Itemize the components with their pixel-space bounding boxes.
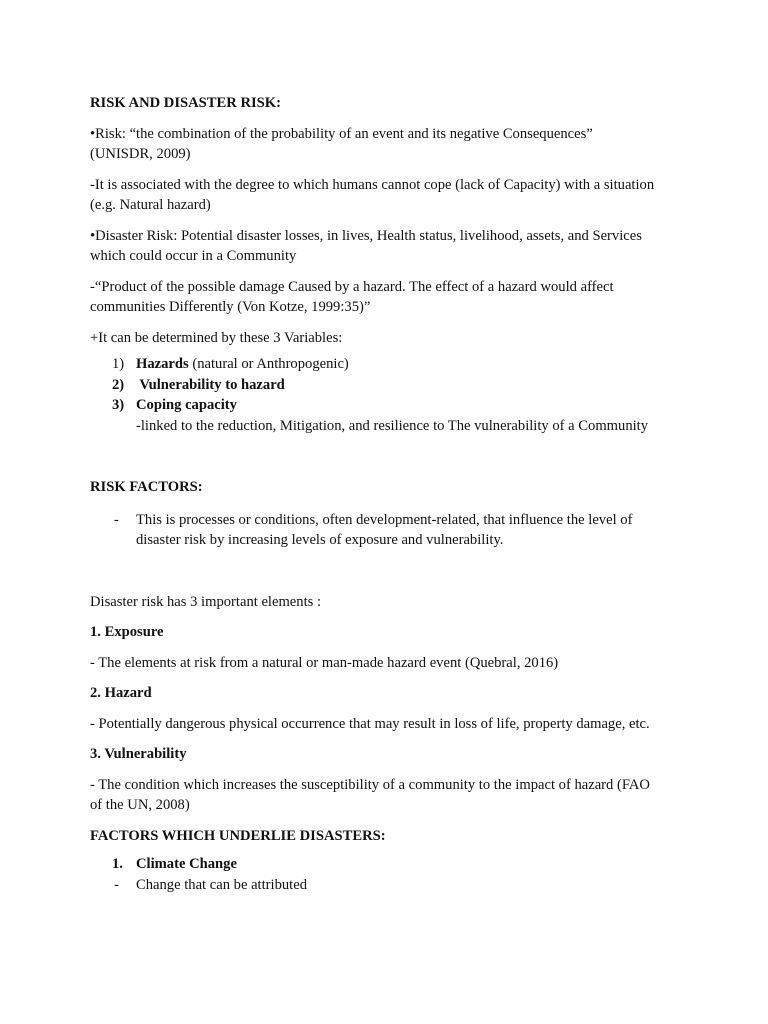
list-item-title: Hazards [136,356,189,372]
list-item [90,510,690,551]
text-line: -It is associated with the degree to which humans cannot cope (lack of Capacity) with a situation [90,176,655,193]
element-desc-vulnerability [90,775,690,816]
text-line: which could occur in a Community [90,248,297,264]
list-number: 3) [112,397,125,413]
elements-intro: Disaster risk has 3 important elements : [90,593,322,610]
text-line: communities Differently (Von Kotze, 1999:35)” [90,299,371,315]
list-item-text: (natural or Anthropogenic) [188,356,349,372]
disaster-risk-definition [90,226,690,267]
variables-intro: +It can be determined by these 3 Variables: [90,329,343,346]
list-item [90,395,690,416]
element-title-hazard: 2. Hazard [90,685,152,701]
text-line: -“Product of the possible damage Caused by a hazard. The effect of a hazard would affect [90,278,614,295]
list-number: 1. [112,856,123,872]
coping-capacity-note: -linked to the reduction, Mitigation, and resilience to The vulnerability of a Community [136,417,649,434]
element-desc-hazard: - Potentially dangerous physical occurrence that may result in loss of life, property damage, etc. [90,715,650,732]
list-item-title: Coping capacity [136,397,237,413]
list-item [90,875,690,896]
list-number: 1) [112,356,125,372]
element-title-vulnerability: 3. Vulnerability [90,746,187,762]
element-desc-exposure: - The elements at risk from a natural or man-made hazard event (Quebral, 2016) [90,654,559,671]
list-dash: - [114,511,119,528]
list-item [90,354,690,375]
list-number: 2) [112,376,125,393]
list-item-title: Vulnerability to hazard [136,376,285,393]
text-line: disaster risk by increasing levels of exposure and vulnerability. [136,532,504,548]
element-title-exposure: 1. Exposure [90,624,164,640]
text-line: (e.g. Natural hazard) [90,197,211,213]
variables-list [90,354,690,416]
risk-factors-list [90,510,690,551]
list-item-text: Change that can be attributed [136,876,308,893]
text-line: (UNISDR, 2009) [90,146,191,162]
text-line: of the UN, 2008) [90,797,190,813]
underlying-factors-list [90,854,690,875]
list-dash: - [114,876,119,893]
risk-definition [90,124,690,165]
von-kotze-quote [90,277,690,318]
text-line: This is processes or conditions, often development-related, that influence the level of [136,511,633,528]
list-item-title: Climate Change [136,856,237,872]
heading-risk-factors: RISK FACTORS: [90,479,203,495]
list-item [90,375,690,396]
document-page [90,93,690,895]
heading-risk-and-disaster-risk: RISK AND DISASTER RISK: [90,95,281,111]
risk-association [90,175,690,216]
list-item [90,854,690,875]
climate-change-sublist [90,875,690,896]
text-line: •Disaster Risk: Potential disaster losses, in lives, Health status, livelihood, assets, and Services [90,227,642,244]
text-line: - The condition which increases the susceptibility of a community to the impact of hazard (FAO [90,776,650,793]
heading-factors-underlie-disasters: FACTORS WHICH UNDERLIE DISASTERS: [90,827,386,844]
text-line: •Risk: “the combination of the probability of an event and its negative Consequences” [90,125,593,142]
